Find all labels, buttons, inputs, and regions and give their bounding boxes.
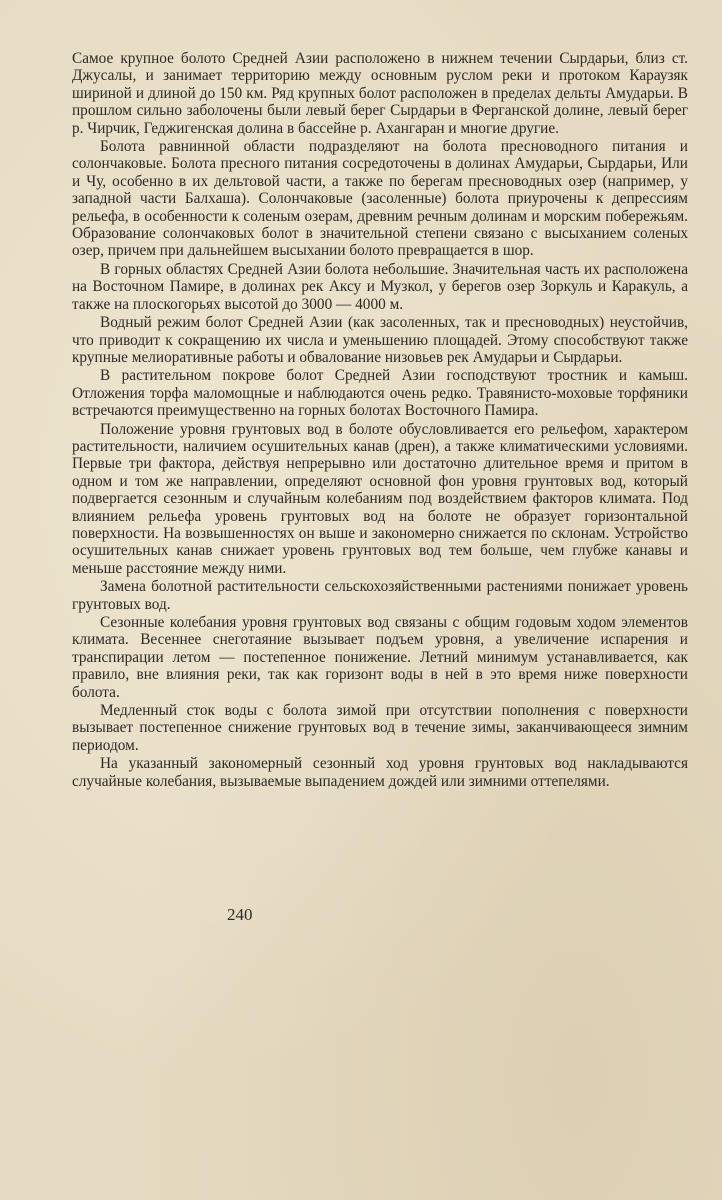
paragraph-2: Болота равнинной области подразделяют на болота пресноводного питания и солончаковые. Болота пресного питания сосредоточены в долинах Амударьи, Сырдарьи, Или и Чу, особенно в их дельтовой части, а также по берегам пресноводных озер (например, у западной части Балхаша). Солончаковые (засоленные) болота приурочены к депрессиям рельефа, в особенности к соленым озерам, древним речным долинам и морским побережьям. Образование солончаковых болот в значительной степени связано с высыханием соленых озер, причем при дальнейшем высыхании болото превращается в шор. [72,138,688,260]
paragraph-9: Медленный сток воды с болота зимой при отсутствии пополнения с поверхности вызывает постепенное снижение грунтовых вод в течение зимы, заканчивающееся зимним периодом. [72,702,688,754]
paragraph-1: Самое крупное болото Средней Азии расположено в нижнем течении Сырдарьи, близ ст. Джусалы, и занимает территорию между основным руслом реки и протоком Караузяк шириной и длиной до 150 км. Ряд крупных болот расположен в пределах дельты Амударьи. В прошлом сильно заболочены были левый берег Сырдарьи в Ферганской долине, левый берег р. Чирчик, Геджигенская долина в бассейне р. Ахангаран и многие другие. [72,50,688,137]
paragraph-5: В растительном покрове болот Средней Азии господствуют тростник и камыш. Отложения торфа маломощные и наблюдаются очень редко. Травянисто-моховые торфяники встречаются преимущественно на горных болотах Восточного Памира. [72,367,688,420]
paragraph-4: Водный режим болот Средней Азии (как засоленных, так и пресноводных) неустойчив, что приводит к сокращению их числа и уменьшению площадей. Этому способствуют также крупные мелиоративные работы и обвалование низовьев рек Амударьи и Сырдарьи. [72,314,688,366]
paragraph-3: В горных областях Средней Азии болота небольшие. Значительная часть их расположена на Восточном Памире, в долинах рек Аксу и Музкол, у берегов озер Зоркуль и Каракуль, а также на плоскогорьях высотой до 3000 — 4000 м. [72,260,688,313]
paragraph-7: Замена болотной растительности сельскохозяйственными растениями понижает уровень грунтовых вод. [72,578,688,613]
paragraph-10: На указанный закономерный сезонный ход уровня грунтовых вод накладываются случайные колебания, вызываемые выпадением дождей или зимними оттепелями. [72,755,688,790]
paragraph-6: Положение уровня грунтовых вод в болоте обусловливается его рельефом, характером растительности, наличием осушительных канав (дрен), а также климатическими условиями. Первые три фактора, действуя непрерывно или достаточно длительное время и притом в одном и том же направлении, определяют основной фон уровня грунтовых вод, который подвергается сезонным и случайным колебаниям под воздействием факторов климата. Под влиянием рельефа уровень грунтовых вод на болоте не образует горизонтальной поверхности. На возвышенностях он выше и закономерно снижается по склонам. Устройство осушительных канав снижает уровень грунтовых вод тем больше, чем глубже канавы и меньше расстояние между ними. [72,420,688,577]
paragraph-8: Сезонные колебания уровня грунтовых вод связаны с общим годовым ходом элементов климата. Весеннее снеготаяние вызывает подъем уровня, а увеличение испарения и транспирации летом — постепенное понижение. Летний минимум устанавливается, как правило, вне влияния реки, так как горизонт воды в ней в это время ниже поверхности болота. [72,614,688,701]
body-text [72,50,688,790]
page-number: 240 [227,905,253,924]
